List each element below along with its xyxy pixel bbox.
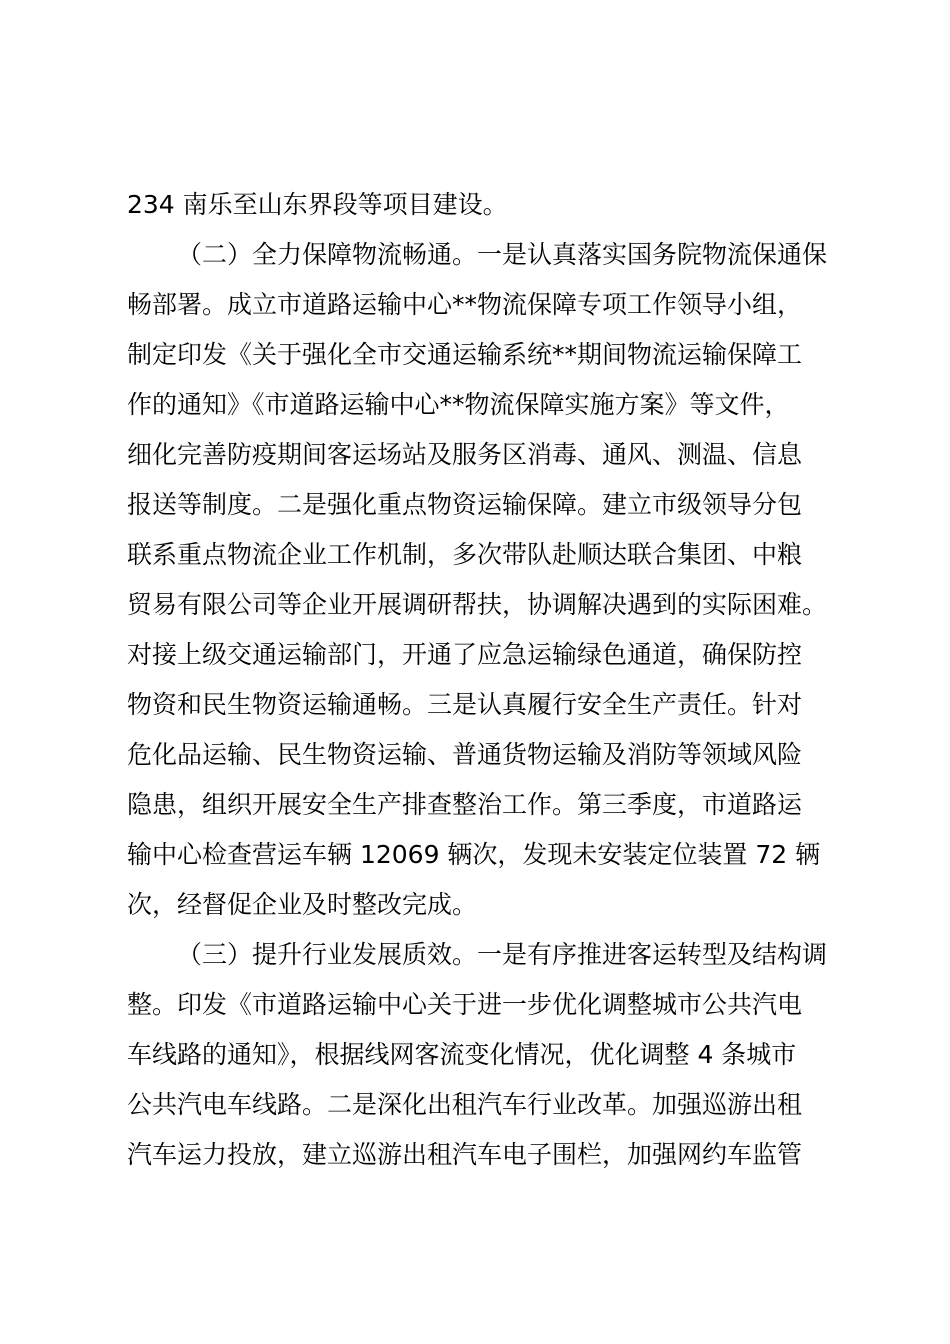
- text-line: 作的通知》《市道路运输中心**物流保障实施方案》等文件，: [127, 390, 790, 419]
- text-line: 畅部署。成立市道路运输中心**物流保障专项工作领导小组，: [127, 290, 803, 319]
- text-line: 汽车运力投放，建立巡游出租汽车电子围栏，加强网约车监管: [127, 1140, 803, 1169]
- text-line: 物资和民生物资运输通畅。三是认真履行安全生产责任。针对: [127, 690, 803, 719]
- text-line: 234 南乐至山东界段等项目建设。: [127, 190, 508, 219]
- text-line: 公共汽电车线路。二是深化出租汽车行业改革。加强巡游出租: [127, 1090, 803, 1119]
- paragraph-heading-3: （三）提升行业发展质效。一是有序推进客运转型及结构调: [177, 940, 828, 969]
- text-line: 车线路的通知》，根据线网客流变化情况，优化调整 4 条城市: [127, 1040, 797, 1069]
- text-line: 报送等制度。二是强化重点物资运输保障。建立市级领导分包: [127, 490, 803, 519]
- text-line: 对接上级交通运输部门，开通了应急运输绿色通道，确保防控: [127, 640, 803, 669]
- paragraph-heading-2: （二）全力保障物流畅通。一是认真落实国务院物流保通保: [177, 240, 828, 269]
- text-line: 制定印发《关于强化全市交通运输系统**期间物流运输保障工: [127, 340, 803, 369]
- text-line: 贸易有限公司等企业开展调研帮扶，协调解决遇到的实际困难。: [127, 590, 828, 619]
- text-line: 整。印发《市道路运输中心关于进一步优化调整城市公共汽电: [127, 990, 803, 1019]
- body-text: [127, 180, 837, 1180]
- text-line: 输中心检查营运车辆 12069 辆次，发现未安装定位装置 72 辆: [127, 840, 821, 869]
- text-line: 隐患，组织开展安全生产排查整治工作。第三季度，市道路运: [127, 790, 803, 819]
- text-line: 细化完善防疫期间客运场站及服务区消毒、通风、测温、信息: [127, 440, 803, 469]
- text-line: 联系重点物流企业工作机制，多次带队赴顺达联合集团、中粮: [127, 540, 803, 569]
- text-line: 次，经督促企业及时整改完成。: [127, 890, 478, 919]
- text-line: 危化品运输、民生物资运输、普通货物运输及消防等领域风险: [127, 740, 803, 769]
